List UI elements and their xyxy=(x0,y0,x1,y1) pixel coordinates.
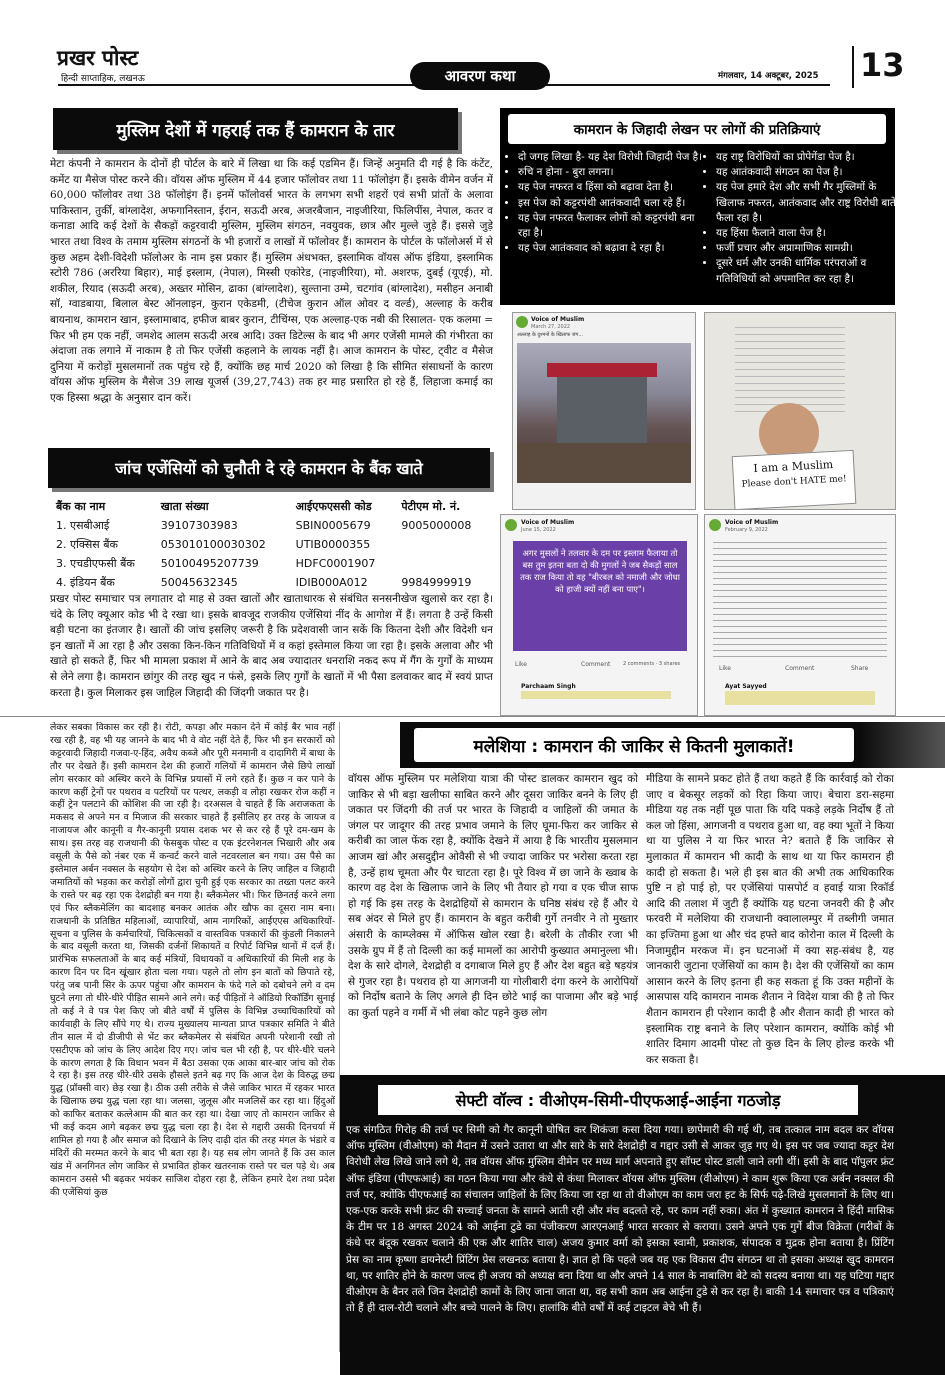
article-malaysia-col1: वॉयस ऑफ मुस्लिम पर मलेशिया यात्रा की पोस्ट डालकर कामरान खुद को जाकिर से भी बड़ा खलीफा साबित करने और दूसरा जाकिर बनने के लिए ही जकात पर जिंदगी की तर्ज पर भारत के जिहादी व जाहिलों की जमात के जंगल पर जादूगर की तरह प्रभाव जमाने के लिए घूमा-फिरा कर जाकिर से करीबी का जाल फेंक रहा है, क्योंकि देखने में आया है कि भारतीय मुसलमान आजम खां और असदुद्दीन ओवैसी से भी ज्यादा जाकिर पर भरोसा करता रहा है, उन्हें हाथ चूमता और पैर चाटता रहा है। पूरे विश्व में छा जाने के ख्वाब के कारण वह देश के खिलाफ जाने के लिए भी तैयार हो गया व एक चीज साफ हो गई कि इस तरह के देशद्रोहियों से कामरान के घनिष्ठ संबंध रहे हैं और ये सब अंदर से मिले हुए हैं। कामरान के बहुत करीबी गुर्गे तनवीर ने तो मुख्तार अंसारी के काम्प्लेक्स में ऑफिस खोल रखा है। बरेली के तौकीर रजा भी उसके ग्रुप में हैं तो दिल्ली का कई मामलों का आरोपी कुख्यात अमानुल्ला भी। देश के सारे दोगले, देशद्रोही व दगाबाज मिले हुए हैं और देश बहुत बड़े षड़यंत्र से गुजर रहा है। पथराव हो या आगजनी या गोलीबारी दंगा करने के आरोपियों को निर्दोष बताने के लिए अगले ही दिन छोटे भाई का पाजामा और बड़े भाई का कुर्ता पहने व गर्मी में भी लंबा कोट पहने कुछ लोग xyxy=(348,773,638,1019)
malaysia-headline-shade xyxy=(860,722,945,768)
screenshot-post-1 xyxy=(512,312,696,510)
post1-avatar-icon xyxy=(516,316,528,328)
bank-table-cell: UTIB0000355 xyxy=(295,538,371,551)
post4-share-button[interactable]: Share xyxy=(851,665,869,672)
bank-table-cell: 9005000008 xyxy=(401,519,472,532)
bank-table-column-header: खाता संख्या xyxy=(160,500,209,513)
bank-table-row xyxy=(50,516,490,535)
post3-date: June 15, 2022 xyxy=(521,527,556,533)
reactions-title: कामरान के जिहादी लेखन पर लोगों की प्रतिक्रियाएं xyxy=(508,114,886,144)
sign-line-2: Please don't HATE me! xyxy=(741,474,847,490)
bank-table-cell: HDFC0001907 xyxy=(295,557,376,570)
bank-table-cell: 4. इंडियन बैंक xyxy=(56,576,115,589)
protest-sign xyxy=(732,450,857,510)
post3-commenter: Parchaam Singh xyxy=(521,683,576,690)
bank-table-cell: 3. एचडीएफसी बैंक xyxy=(56,557,135,570)
bank-table-cell: 9984999919 xyxy=(401,576,472,589)
post3-comments-count: 2 comments · 3 shares xyxy=(623,661,681,667)
bank-table-row xyxy=(50,535,490,554)
reaction-left-item: • दो जगह लिखा है- यह देश विरोधी जिहादी पेज है। xyxy=(518,150,706,165)
post4-commenter: Ayat Sayyed xyxy=(725,683,767,690)
masthead xyxy=(0,0,945,98)
post1-date: March 27, 2022 xyxy=(531,324,571,330)
reaction-left-item: • इस पेज को कट्टरपंथी आतंकवादी चला रहे हैं। xyxy=(518,196,706,211)
post4-comment-button[interactable]: Comment xyxy=(785,665,815,672)
reaction-right-item: • दूसरे धर्म और उनकी धार्मिक परंपराओं व गतिविधियों को अपमानित कर रहा है। xyxy=(716,256,901,286)
photo-text-block xyxy=(735,321,845,416)
reaction-right-item: • यह राष्ट्र विरोधियों का प्रोपेगेंडा पेज है। xyxy=(716,150,901,165)
bank-table-cell: 1. एसबीआई xyxy=(56,519,110,532)
headline-bank-accounts: जांच एजेंसियों को चुनौती दे रहे कामरान के बैंक खाते xyxy=(48,448,490,488)
post4-text-block xyxy=(713,537,887,657)
post3-comment-button[interactable]: Comment xyxy=(581,661,611,668)
post1-page-name: Voice of Muslim xyxy=(531,316,585,323)
reaction-right-item: • फर्जी प्रचार और अप्रामाणिक सामग्री। xyxy=(716,241,901,256)
bank-table-row xyxy=(50,573,490,592)
section-label: आवरण कथा xyxy=(410,62,550,90)
page-number: 13 xyxy=(860,46,905,84)
post4-page-name: Voice of Muslim xyxy=(725,519,779,526)
reaction-right-item: • यह आतंकवादी संगठन का पेज है। xyxy=(716,165,901,180)
reaction-right-item: • यह पेज हमारे देश और सभी गैर मुस्लिमों के खिलाफ नफरत, आतंकवाद और राष्ट्र विरोधी बातें फैला रहा है। xyxy=(716,180,901,226)
article-malaysia-col2: मीडिया के सामने प्रकट होते हैं तथा कहते हैं कि कार्रवाई को रोका जाए व बेकसूर लड़कों को रिहा किया जाए। बेचारा डरा-सहमा मीडिया यह तक नहीं पूछ पाता कि यदि पकड़े लड़के निर्दोष हैं तो कल जो हिंसा, आगजनी व पथराव हुआ था, वह क्या भूतों ने किया था या पुलिस ने या फिर भारत ने? बताते हैं कि जाकिर से मुलाकात में कामरान भी कादी के साथ था या फिर कामरान ही कादी हो सकता है। भले ही इस बात की अभी तक आधिकारिक पुष्टि न हो पाई हो, पर एजेंसियां पासपोर्ट व हवाई यात्रा रिकॉर्ड आदि की तलाश में जुटी हैं क्योंकि यह घटना जनवरी की है और फरवरी में मलेशिया की राजधानी क्वालालम्पुर में तब्लीगी जमात का इज्तिमा हुआ था और चंद हफ्ते बाद कोरोना काल में दिल्ली के निजामुद्दीन मरकज में। इन घटनाओं में क्या सह-संबंध है, यह जानकारी जुटाना एजेंसियों का काम है। देश की एजेंसियों का काम आसान करने के लिए इतना ही कह सकता हूं कि उक्त महीनों के आसपास यदि कामरान नामक शैतान ने विदेश यात्रा की है तो फिर शैतान कामरान ही परेशान कादी है और शैतान कादी ही भारत को इस्लामिक राष्ट्र बनाने के लिए परेशान कामरान, क्योंकि कोई भी शातिर दिमाग आदमी पोस्ट तो कुछ दिन के लिए होल्ड करके भी कर सकता है। xyxy=(646,773,894,1066)
bank-table-cell: SBIN0005679 xyxy=(295,519,371,532)
issue-date: मंगलवार, 14 अक्टूबर, 2025 xyxy=(718,71,819,81)
bank-table-cell: 053010100030302 xyxy=(160,538,266,551)
bank-table-cell xyxy=(395,535,490,554)
bank-table-cell: 50100495207739 xyxy=(160,557,259,570)
headline-safety-valve: सेफ्टी वॉल्व : वीओएम-सिमी-पीएफआई-आईना गठजोड़ xyxy=(378,1085,858,1115)
post3-avatar-icon xyxy=(505,519,517,531)
bank-table-column-header: आईएफएससी कोड xyxy=(295,500,372,513)
article-muslim-countries: मेटा कंपनी ने कामरान के दोनों ही पोर्टल के बारे में लिखा था कि कई एडमिन हैं। जिन्हें अनुमति दी गई है कि कंटेंट, कमेंट या मैसेज पोस्ट करने की। वॉयस ऑफ मुस्लिम में 44 हजार फॉलोवर तथा 11 फॉलोइंग हैं। इसके वीमेन वर्जन में 60,000 फॉलोवर तथा 38 फॉलोइंग हैं। इनमें फॉलोवर्स भारत के लगभग सभी शहरों एवं सभी प्रांतों के अलावा पाकिस्तान, तुर्की, बांग्लादेश, अफगानिस्तान, ईरान, सऊदी अरब, अजरबैजान, नाइजीरिया, फिलिपींस, नेपाल, कतर व कनाडा आदि कई देशों के सैकड़ों कट्टरवादी मुस्लिम, मुस्लिम संगठन, नवयुवक, छात्र और मुल्ले जुड़े हैं। इससे जुड़े भारत तथा विश्व के तमाम मुस्लिम संगठनों के भी हजारों व लाखों में फॉलोवर हैं। कामरान के पोर्टल के फॉलोअर्स में से कुछ अहम देशी-विदेशी फॉलोअर के नाम इस प्रकार हैं। मुस्लिम अंधभक्त, इस्लामिक वॉयस ऑफ इंडिया, इस्लामिक स्टोरी 786 (अररिया बिहार), माई इस्लाम, (नेपाल), मिस्सी एकोरेड, (नाइजीरिया), मो. अशरफ, दुबई (यूएई), मो. शकील, रियाद (सऊदी अरब), अख्तर मोसिन, ढाका (बांग्लादेश), सुल्ताना उम्मे, चटगांव (बांग्लादेश), मसीहन अनाबी सॉ, ग्वाडबाया, बिलाल बेस्ट ऑनलाइन, कुरान एकेडमी, (टीचेज कुरान ऑल ओवर द वर्ल्ड), अल्लाह के करीब बायनाथ, कामरान खान, इस्लामाबाद, हफीज बाबर कुरान, टीचिंग्स, एक अल्लाह-एक नबी की रिसालत- एक कलमा = फिर भी हम एक नहीं, जमशेद आलम सऊदी अरब आदि। उक्त डिटेल्स के बाद भी अगर एजेंसी मामले की गंभीरता का अंदाजा तक लगाने में नाकाम है तो फिर एजेंसी कहलाने के लायक नहीं है। आज कामरान के पोस्ट, ट्वीट व मैसेज दुनिया में करोड़ों मुसलमानों तक पहुंच रहे हैं, क्योंकि छह मार्च 2020 को लिखा है कि सीमित संसाधनों के कारण वॉयस ऑफ मुस्लिम के मैसेज 39 लाख यूजर्स (39,27,743) तक हर माह प्रसारित हो रहे हैं, लिहाजा कमाई का एक हिस्सा श्रद्धा के अनुसार दान करें। xyxy=(50,158,493,404)
photo-i-am-muslim xyxy=(704,312,896,510)
post3-comment-bubble xyxy=(521,691,671,699)
reactions-list-right xyxy=(704,150,901,287)
post3-quote: अगर मुसलों ने तलवार के दम पर इस्लाम फैलाया तो बस तुम इतना बता दो की मुगलों ने जब सैकड़ों साल तक राज किया तो वह "बीरबल को नमाजी और जोधा को हाजी क्यों नहीं बना पाए"। xyxy=(520,548,680,594)
paper-tagline: हिन्दी साप्ताहिक, लखनऊ xyxy=(61,74,145,84)
reaction-left-item: • यह पेज नफरत व हिंसा को बढ़ावा देता है। xyxy=(518,180,706,195)
post1-caption: अल्लाह के दुश्मनों के खिलाफ जंग... xyxy=(517,332,584,338)
left-column-article: लेकर सबका विकास कर रही है। रोटी, कपड़ा और मकान देने में कोई बैर भाव नहीं रख रही है, वह भी यह जानने के बाद भी वे वोट नहीं देते हैं, फिर भी इन सरकारों को कट्टरवादी जिहादी गजवा-ए-हिंद, अवैध कब्जे और पूरी मनमानी व दादागिरी में बाधा के तौर पर देखते हैं। इसी कामरान देश की हजारों गलियों में कामरान जैसे छिपे लाखों लोग सरकार को अस्थिर करने के विभिन्न प्रयासों में लगे रहते हैं। कुछ न कर पाने के कारण कहीं ट्रेनों पर पथराव व पटरियों पर पत्थर, लकड़ी व लोहा रखकर रोज कहीं न कहीं ट्रेन पलटाने की कोशिश की जा रही है। दरअसल वे चाहते हैं कि अराजकता के मकसद से अपने मन व मिजाज की सरकार चाहते हैं इसीलिए हर तरह के जायज व नाजायज और कानूनी व गैर-कानूनी प्रयास दशक भर से कर रहे हैं पूरे दम-खम के साथ। इस तरह वह राजधानी की फेसबुक पोस्ट व एक इंटरनेशनल भिखारी और अब वसूली के पैसे को नंबर एक में कन्वर्ट करने वाले नटवरलाल बन गया। उस पैसे का इस्तेमाल अर्बन नक्सल के सहयोग से देश को अस्थिर करने के लिए जाहिल व जिहादी जमातियों को भड़का कर करोड़ों लोगों द्वारा चुनी हुई एक सरकार का तख्ता पलट करने के रास्ते पर बढ़ रहा एक देशद्रोही बन गया है। ब्लैकमेलर भी। फिर छिनतई करने लगा एवं फिर ब्लैकमेलिंग का बादशाह बनकर आतंक और खौफ का दूसरा नाम बना। राजधानी के प्रतिष्ठित महिलाओं, व्यापारियों, आम नागरिकों, आईएएस अधिकारियों- सूचना व पुलिस के कर्मचारियों, चिकित्सकों व वास्तविक पत्रकारों की कुंडली निकालने के बाद वसूली करता था, जिसकी दर्जनों शिकायतें व रिपोर्ट विभिन्न थानों में दर्ज हैं। प्रारंभिक सफलताओं के बाद कई मंत्रियों, विधायकों व अधिकारियों की मिली शह के कारण दिन पर दिन खूंखार होता चला गया। पहले तो लोग इन बातों को छिपाते रहे, परंतु जब पानी सिर के ऊपर पहुंचा और कामरान के फंदे गले को दबोचने लगे व दम घुटने लगा तो धीरे-धीरे पीड़ित सामने आने लगे। कई पीड़ितों ने ऑडियो रिकॉर्डिंग सुनाई तो कई ने वे पत्र पेश किए जो बीते वर्षों में पुलिस के विभिन्न उच्चाधिकारियों को कार्यवाही के लिए सौंपे गए थे। राज्य मुख्यालय मान्यता प्राप्त पत्रकार समिति ने बीते तीन साल में दो डीजीपी से भेंट कर ब्लैकमेलर से संबंधित अपनी परेशानी रखी तो एसटीएफ को जांच के लिए आदेश दिए गए। जांच चल भी रही है, पर धीरे-धीरे चलने के कारण लगता है कि विधान भवन में बैठा उसका एक आका बार-बार जांच को रोक दे रहा है। इस तरह धीरे-धीरे उसके हौसले इतने बढ़ गए कि आज देश के विरुद्ध छद्म युद्ध (प्रॉक्सी वार) छेड़ रखा है। ठीक उसी तरीके से जैसे जाकिर भारत में रहकर भारत के खिलाफ छद्म युद्ध चला रहा था। जलसा, जुलूस और मजलिसें कर रहा था। हिंदुओं को काफिर बताकर कत्लेआम की बात कर रहा था। देखा जाए तो कामरान जाकिर से भी कई कदम आगे बढ़कर छद्म युद्ध चला रहा है। देश से गद्दारी उसकी दिनचर्या में शामिल हो गया है और समाज को दिखाने के लिए दाढ़ी दांत की तरह मंगल के भंडारे व मंदिरों की मरम्मत करने के बाद भी बता रहा है। यह सब लोग जानते हैं कि उस काल खंड में अनगिनत लोग जाकिर से प्रभावित होकर खतरनाक रास्ते पर चल पड़े थे। अब कामरान उससे भी बढ़कर भयंकर साजिश दोहरा रहा है, लेकिन हमारे देश तथा प्रदेश की एजेंसियां कुछ xyxy=(50,722,335,1198)
sign-line-1: I am a Muslim xyxy=(753,457,834,476)
reaction-left-item: • यह पेज नफरत फैलाकर लोगों को कट्टरपंथी बना रहा है। xyxy=(518,211,706,241)
page-divider xyxy=(852,46,854,88)
bank-table-column-header: पेटीएम मो. नं. xyxy=(401,500,461,513)
post3-like-button[interactable]: Like xyxy=(515,661,527,668)
column-rule-bottom xyxy=(0,716,945,717)
headline-malaysia: मलेशिया : कामरान की जाकिर से कितनी मुलाकातें! xyxy=(414,728,854,762)
reaction-right-item: • यह हिंसा फैलाने वाला पेज है। xyxy=(716,226,901,241)
post1-photo xyxy=(517,343,691,483)
bank-table-cell: IDIB000A012 xyxy=(295,576,368,589)
reactions-list-left xyxy=(506,150,706,256)
reaction-left-item: • यह पेज आतंकवाद को बढ़ावा दे रहा है। xyxy=(518,241,706,256)
post3-page-name: Voice of Muslim xyxy=(521,519,575,526)
screenshot-post-3 xyxy=(500,514,698,716)
post4-like-button[interactable]: Like xyxy=(719,665,731,672)
post4-comment-bubble xyxy=(725,691,875,705)
screenshot-post-4 xyxy=(704,514,896,716)
post4-avatar-icon xyxy=(709,519,721,531)
headline-muslim-countries: मुस्लिम देशों में गहराई तक हैं कामरान के तार xyxy=(53,108,458,150)
bank-table-cell: 39107303983 xyxy=(160,519,238,532)
bank-table-cell xyxy=(395,554,490,573)
paper-name: प्रखर पोस्ट xyxy=(57,46,139,70)
article-bank-accounts: प्रखर पोस्ट समाचार पत्र लगातार दो माह से उक्त खातों और खाताधारक से संबंधित सनसनीखेज खुलासे कर रहा है। चंदे के लिए क्यूआर कोड भी दे रखा था। इसके बावजूद राजकीय एजेंसियां नींद के आगोश में हैं। लगता है उन्हें किसी बड़ी घटना का इंतजार है। खातों की जांच इसलिए जरूरी है कि प्रदेशवासी जान सकें कि कितना देशी और विदेशी धन इन खातों में आ रहा है और उसका किन-किन गतिविधियों में व कहां इस्तेमाल किया जा रहा है। इसके अलावा और भी खाते हो सकते हैं, फिर भी मामला प्रकाश में आने के बाद अब ज्यादातर धनराशि नकद रूप में गैंग के गुर्गों के माध्यम से लेने लगा है। कामरान छांगुर की तरह खुद न फंसे, इसके लिए गुर्गों के खातों में भी पैसा डलवाकर बाद में स्वयं प्राप्त करता है। कुल मिलाकर इस जाहिल जिहादी की जिंदगी जकात पर है। xyxy=(50,593,493,699)
reaction-left-item: • रुचि न होना - बुरा लगना। xyxy=(518,165,706,180)
post4-date: February 9, 2022 xyxy=(725,527,768,533)
bank-table-row xyxy=(50,554,490,573)
article-safety-valve: एक संगठित गिरोह की तर्ज पर सिमी को गैर कानूनी घोषित कर शिकंजा कसा दिया गया। छापेमारी की गई थी, तब तत्काल नाम बदल कर वॉयस ऑफ मुस्लिम (वीओएम) को मैदान में उसने उतारा था और सारे के सारे देशद्रोही व गद्दार उसी से आकर जुड़ गए थे। इस पर जब ज्यादा कट्टर देश विरोधी लेख लिखे जाने लगे थे, तब वॉयस ऑफ मुस्लिम वीमेन पर मध्य मार्ग अपनाते हुए सॉफ्ट पोस्ट डाली जाने लगी थीं। इसी के बाद पॉपुलर फ्रंट ऑफ इंडिया (पीएफआई) का गठन किया गया और कंधे से कंधा मिलाकर वॉयस ऑफ मुस्लिम (वीओएम) ने काम शुरू किया एक अर्बन नक्सल की तर्ज पर, क्योंकि पीएफआई का संचालन जाहिलों के लिए किया जा रहा था तो वीओएम का काम जरा हट के सिर्फ पढ़े-लिखे मुसलमानों के लिए था। एक-एक करके सभी फ्रंट की सच्चाई जनता के सामने आती रही और मंच बदलते रहे, पर काम नहीं रुका। अंत में कुख्यात कामरान ने हिंदी मासिक के टीम पर 18 अगस्त 2024 को आईना टुडे का पंजीकरण आरएनआई भारत सरकार से कराया। उसने अपने एक गुर्गे बीज विक्रेता (गरीबों के कंधे पर बंदूक रखकर चलाने की एक और शातिर चाल) अजय कुमार वर्मा को इसका स्वामी, प्रकाशक, संपादक व मुद्रक होना बताया है। प्रिंटिंग प्रेस का नाम कृष्णा डायनेस्टी प्रिंटिंग प्रेस लखनऊ बताया है। ज्ञात हो कि पहले जब यह एक विकास दीप संगठन था तो इसका अध्यक्ष खुद कामरान था, पर शातिर होने के कारण जल्द ही अजय को अध्यक्ष बना दिया था और अपने 14 साल के नाबालिग बेटे को सदस्य बनाया था। यह घटिया गद्दार वीओएम के बैनर तले जिन देशद्रोही कामों के लिए जाना जाता था, वह सभी काम अब आईना टुडे से कर रहा है। बाकी 14 समाचार पत्र व पत्रिकाएं तो हैं ही दाल-रोटी चलाने और बच्चे पालने के लिए। हालांकि बीते वर्षों में कई टाइटल बेचे भी हैं। xyxy=(346,1124,894,1315)
bank-table-cell: 2. एक्सिस बैंक xyxy=(56,538,118,551)
post3-quote-card xyxy=(513,541,687,651)
bank-table-header xyxy=(50,497,490,516)
bank-table-cell: 50045632345 xyxy=(160,576,238,589)
bank-table-column-header: बैंक का नाम xyxy=(56,500,106,513)
reactions-box xyxy=(500,108,895,305)
bank-table xyxy=(50,497,490,592)
